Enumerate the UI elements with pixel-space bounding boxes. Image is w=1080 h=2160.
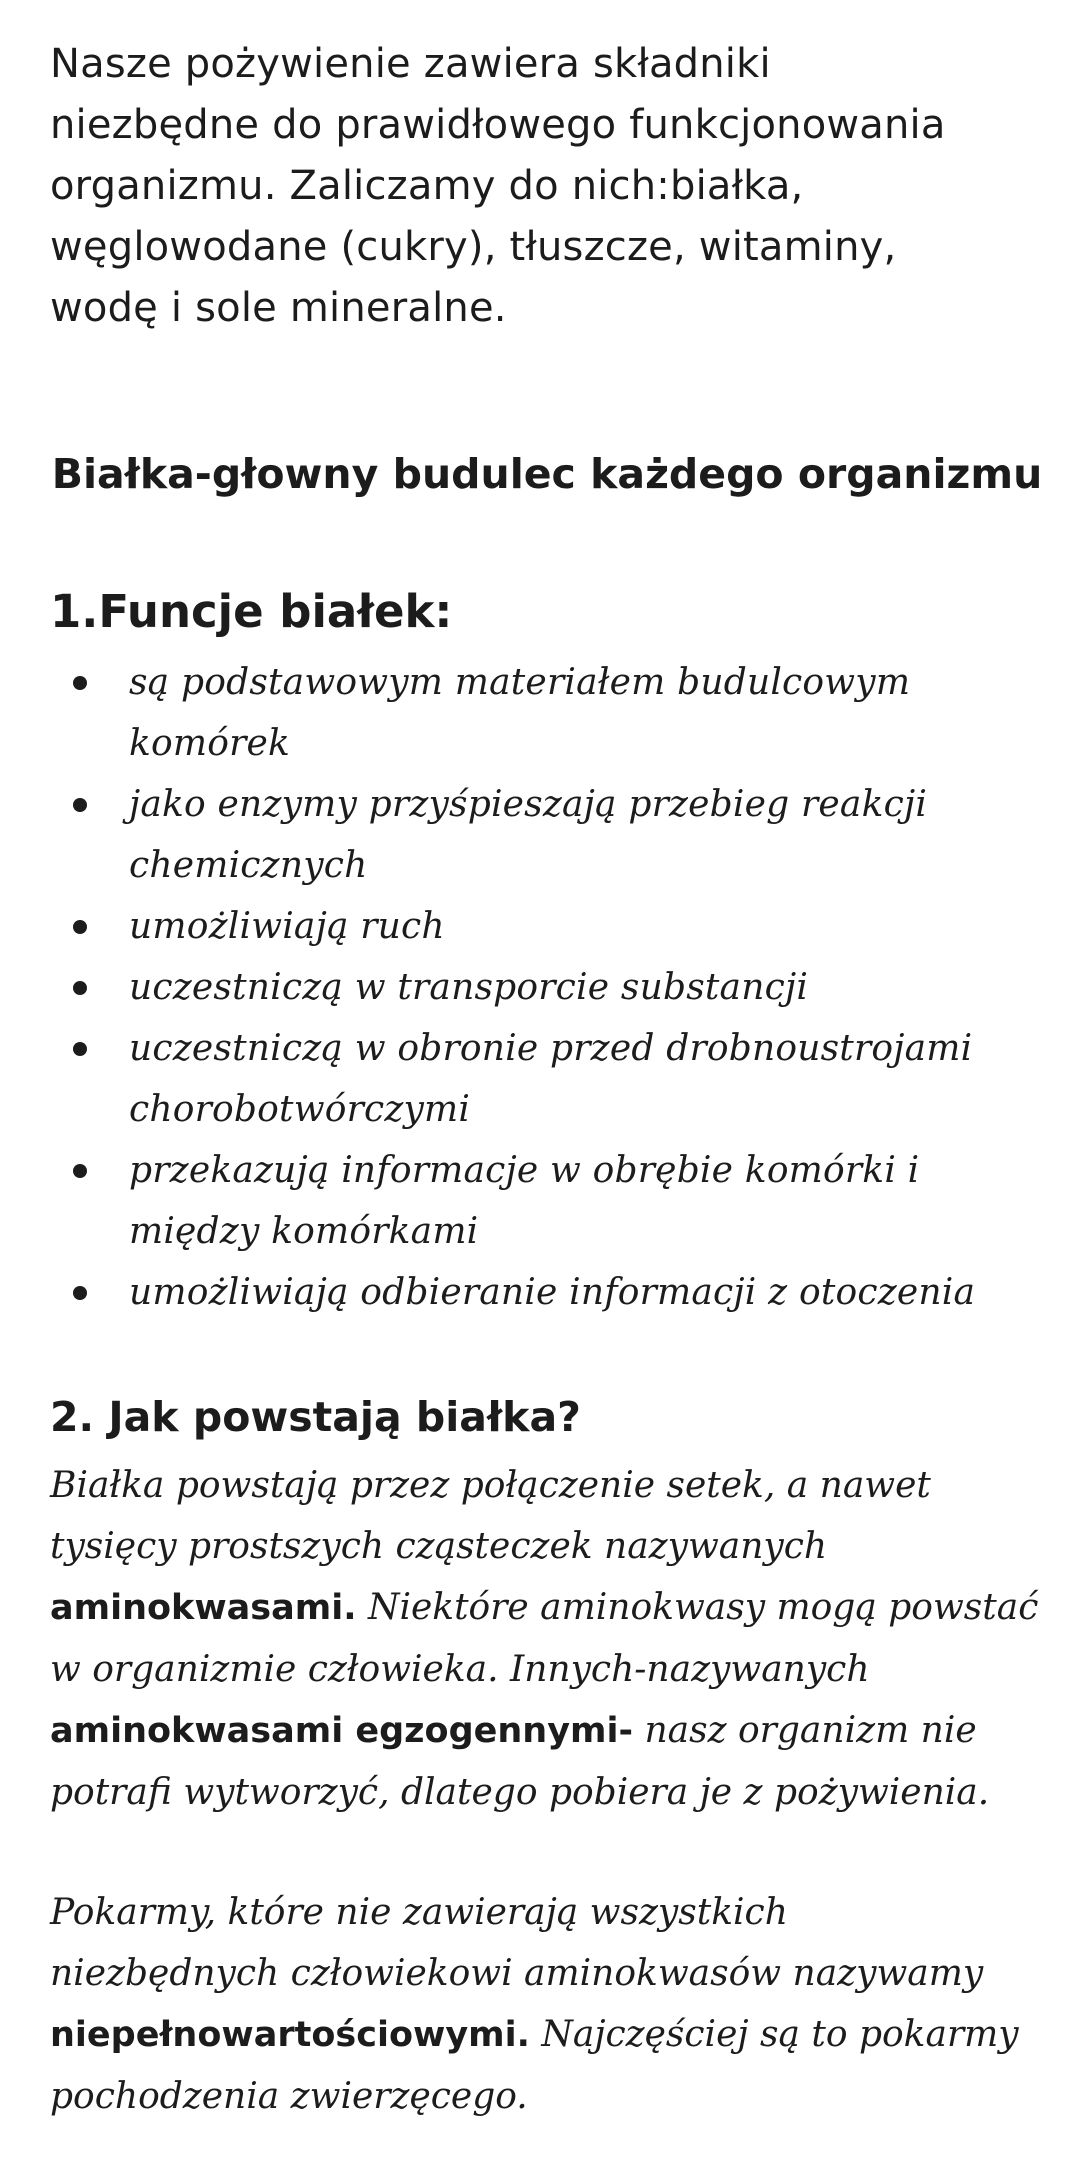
- bullet-icon: [73, 1164, 87, 1178]
- paragraph-line: Białka powstają przez połączenie setek, a nawet: [50, 1465, 931, 1506]
- intro-line: wodę i sole mineralne.: [50, 285, 507, 331]
- bullet-icon: [73, 798, 87, 812]
- list-item: [50, 1140, 1060, 1262]
- list-item-text: uczestniczą w transporcie substancji: [129, 967, 809, 1008]
- paragraph-line: Najczęściej są to pokarmy: [529, 2014, 1019, 2055]
- paragraph-line: potrafi wytworzyć, dlatego pobiera je z pożywienia.: [50, 1772, 990, 1813]
- intro-line: węglowodane (cukry), tłuszcze, witaminy,: [50, 224, 897, 270]
- section2-heading: 2. Jak powstają białka?: [50, 1393, 581, 1441]
- list-item: [50, 652, 1060, 774]
- functions-list: [50, 652, 1060, 1323]
- bold-term-niepelnowartosciowe: niepełnowartościowymi.: [50, 2015, 530, 2055]
- incomplete-foods-paragraph: [50, 1882, 1060, 2127]
- page-title: Białka-głowny budulec każdego organizmu: [51, 450, 1043, 498]
- list-item-text: przekazują informacje w obrębie komórki i: [129, 1150, 920, 1191]
- paragraph-line: Pokarmy, które nie zawierają wszystkich: [50, 1892, 788, 1933]
- list-item-text: między komórkami: [129, 1211, 479, 1252]
- bullet-icon: [73, 920, 87, 934]
- bold-term-aminokwasami: aminokwasami.: [50, 1588, 357, 1628]
- list-item: [50, 774, 1060, 896]
- paragraph-line: tysięcy prostszych cząsteczek nazywanych: [50, 1526, 828, 1567]
- list-item-text: chorobotwórczymi: [129, 1089, 471, 1130]
- bullet-icon: [73, 981, 87, 995]
- bullet-icon: [73, 676, 87, 690]
- list-item-text: są podstawowym materiałem budulcowym: [129, 662, 911, 703]
- bullet-icon: [73, 1042, 87, 1056]
- proteins-formation-paragraph: [50, 1455, 1060, 1823]
- intro-line: niezbędne do prawidłowego funkcjonowania: [50, 102, 946, 148]
- intro-line: Nasze pożywienie zawiera składniki: [50, 41, 771, 87]
- section1-heading: 1.Funcje białek:: [50, 585, 453, 638]
- list-item-text: uczestniczą w obronie przed drobnoustrojami: [129, 1028, 973, 1069]
- list-item-text: umożliwiają odbieranie informacji z otoczenia: [129, 1272, 976, 1313]
- list-item-text: komórek: [129, 723, 291, 764]
- list-item-text: jako enzymy przyśpieszają przebieg reakcji: [129, 784, 928, 825]
- paragraph-line: pochodzenia zwierzęcego.: [50, 2076, 528, 2117]
- intro-paragraph: [50, 34, 1050, 339]
- list-item: [50, 896, 1060, 957]
- bold-term-egzogenne: aminokwasami egzogennymi-: [50, 1711, 634, 1751]
- paragraph-line: nasz organizm nie: [633, 1710, 977, 1751]
- bullet-icon: [73, 1286, 87, 1300]
- list-item: [50, 1018, 1060, 1140]
- list-item-text: chemicznych: [129, 845, 368, 886]
- paragraph-line: Niektóre aminokwasy mogą powstać: [356, 1587, 1039, 1628]
- paragraph-line: niezbędnych człowiekowi aminokwasów nazywamy: [50, 1953, 984, 1994]
- list-item: [50, 957, 1060, 1018]
- intro-line: organizmu. Zaliczamy do nich:białka,: [50, 163, 804, 209]
- list-item: [50, 1262, 1060, 1323]
- list-item-text: umożliwiają ruch: [129, 906, 445, 947]
- paragraph-line: w organizmie człowieka. Innych-nazywanych: [50, 1649, 870, 1690]
